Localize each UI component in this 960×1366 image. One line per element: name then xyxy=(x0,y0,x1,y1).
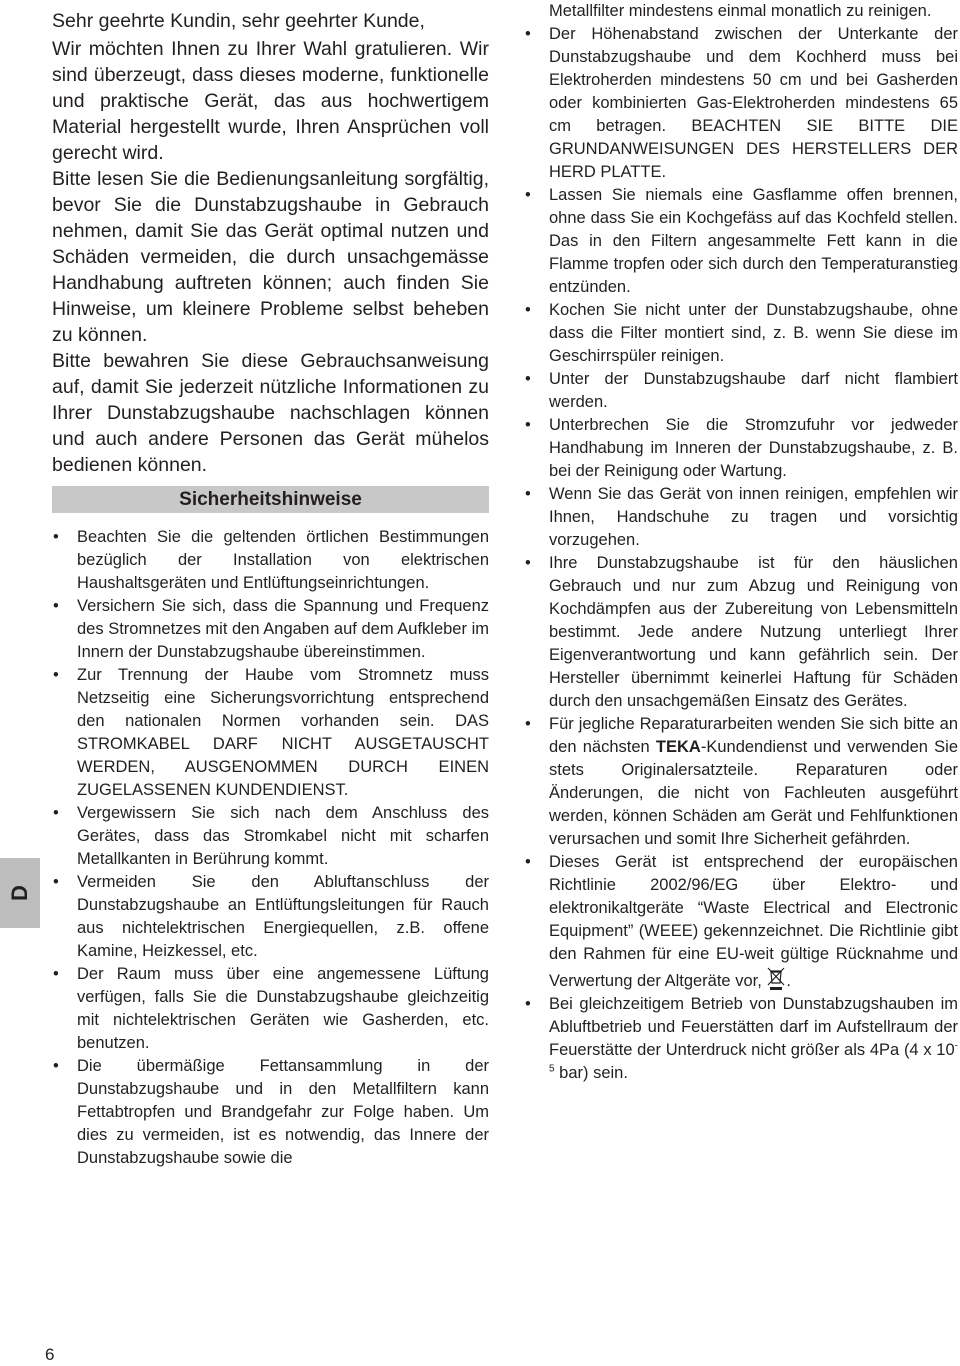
list-item: • Beachten Sie die geltenden örtlichen Bestimmungen bezüglich der Installation von elektrischen Haushaltsgeräten und Entlüftungseinrichtungen. xyxy=(52,526,489,595)
list-item: • Lassen Sie niemals eine Gasflamme offen brennen, ohne dass Sie ein Kochgefäss auf das Kochfeld stellen. Das in den Filtern angesammelte Fett kann in die Flamme tropfen oder sich durch den Temperaturanstieg entzünden. xyxy=(524,184,958,299)
page-number: 6 xyxy=(45,1345,55,1364)
exponent: -5 xyxy=(549,1040,958,1075)
list-item: • Unter der Dunstabzugshaube darf nicht flambiert werden. xyxy=(524,368,958,414)
safety-list-left xyxy=(52,526,489,1170)
repair-text-start: Für jegliche Reparaturarbeiten wenden Sie sich bitte an den nächsten xyxy=(549,715,958,756)
language-tab xyxy=(0,858,40,928)
list-item: • Ihre Dunstabzugshaube ist für den häuslichen Gebrauch und nur zum Abzug und Reinigung von Kochdämpfen aus der Zubereitung von Lebensmitteln bestimmt. Jede andere Nutzung unterliegt Ihrer Eigenverantwortung und kann gefährlich sein. Der Hersteller übernimmt keinerlei Haftung für Schäden durch den unsachgemäßen Einsatz des Gerätes. xyxy=(524,552,958,713)
list-item: • Versichern Sie sich, dass die Spannung und Frequenz des Stromnetzes mit den Angaben auf dem Aufkleber im Innern der Dunstabzugshaube übereinstimmen. xyxy=(52,595,489,664)
crossed-out-bin-icon xyxy=(766,966,786,990)
section-heading: Sicherheitshinweise xyxy=(52,486,489,513)
pressure-text: Bei gleichzeitigem Betrieb von Dunstabzugshauben im Abluftbetrieb und Feuerstätten darf im Aufstellraum der Feuerstätte der Unterdruck nicht größer als 4Pa (4 x 10 xyxy=(549,995,958,1059)
list-item: • Die übermäßige Fettansammlung in der Dunstabzugshaube und in den Metallfiltern kann Fettabtropfen und Brandgefahr zur Folge haben. Um dies zu vermeiden, ist es notwendig, das Innere der Dunstabzugshaube sowie die xyxy=(52,1055,489,1170)
intro-paragraph: Bitte bewahren Sie diese Gebrauchsanweisung auf, damit Sie jederzeit nützliche Informationen zu Ihrer Dunstabzugshaube nachschlagen können und auch andere Personen das Gerät mühelos bedienen können. xyxy=(52,350,489,476)
list-item-weee: • Dieses Gerät ist entsprechend der europäischen Richtlinie 2002/96/EG über Elektro- und elektronikaltgeräte “Waste Electrical and Electronic Equipment” (WEEE) gekennzeichnet. Die Richtlinie gibt den Rahmen für eine EU-weit gültige Rücknahme und Verwertung der Altgeräte vor, . xyxy=(524,851,958,993)
list-item: • Zur Trennung der Haube vom Stromnetz muss Netzseitig eine Sicherungsvorrichtung entsprechend den nationalen Normen vorhanden sein. DAS STROMKABEL DARF NICHT AUSGETAUSCHT WERDEN, AUSGENOMMEN DURCH EINEN ZUGELASSENEN KUNDENDIENST. xyxy=(52,664,489,802)
list-item: • Vergewissern Sie sich nach dem Anschluss des Gerätes, dass das Stromkabel nicht mit scharfen Metallkanten in Berührung kommt. xyxy=(52,802,489,871)
pressure-suffix: bar) sein. xyxy=(554,1064,628,1082)
right-column xyxy=(524,0,958,1085)
repair-text-end: -Kundendienst und verwenden Sie stets Originalersatzteile. Reparaturen oder Änderungen, die nicht von Fachleuten ausgeführt werden, können Schäden am Gerät und Fehlfunktionen verursachen und somit Ihre Sicherheit gefährden. xyxy=(549,738,958,848)
greeting: Sehr geehrte Kundin, sehr geehrter Kunde, xyxy=(52,10,425,32)
list-item: • Wenn Sie das Gerät von innen reinigen, empfehlen wir Ihnen, Handschuhe zu tragen und vorsichtig vorzugehen. xyxy=(524,483,958,552)
list-item-pressure xyxy=(524,993,958,1085)
safety-list-right xyxy=(524,23,958,1085)
list-item: • Der Höhenabstand zwischen der Unterkante der Dunstabzugshaube und dem Kochherd muss bei Elektroherden mindestens 50 cm und bei Gasherden oder kombinierten Gas-Elektroherden mindestens 65 cm betragen. BEACHTEN SIE BITTE DIE GRUNDANWEISUNGEN DES HERSTELLERS DER HERD PLATTE. xyxy=(524,23,958,184)
weee-text: Dieses Gerät ist entsprechend der europäischen Richtlinie 2002/96/EG über Elektro- und elektronikaltgeräte “Waste Electrical and Electronic Equipment” (WEEE) gekennzeichnet. Die Richtlinie gibt den Rahmen für eine EU-weit gültige Rücknahme und Verwertung der Altgeräte vor, xyxy=(549,853,958,990)
left-column xyxy=(52,8,489,1170)
list-item: • Vermeiden Sie den Abluftanschluss der Dunstabzugshaube an Entlüftungsleitungen für Rauch aus nichtelektrischen Energiequellen, z.B. offene Kamine, Heizkessel, etc. xyxy=(52,871,489,963)
continued-text: Metallfilter mindestens einmal monatlich zu reinigen. xyxy=(549,2,932,20)
intro-paragraph: Wir möchten Ihnen zu Ihrer Wahl gratulieren. Wir sind überzeugt, dass dieses moderne, funktionelle und praktische Gerät, das aus hochwertigem Material hergestellt wurde, Ihren Ansprüchen voll gerecht wird. xyxy=(52,38,489,164)
language-tab-label: D xyxy=(6,885,32,901)
list-item: • Der Raum muss über eine angemessene Lüftung verfügen, falls Sie die Dunstabzugshaube gleichzeitig mit nichtelektrischen Geräten wie Gasherden, etc. benutzen. xyxy=(52,963,489,1055)
list-item: • Kochen Sie nicht unter der Dunstabzugshaube, ohne dass die Filter montiert sind, z. B. wenn Sie diese im Geschirrspüler reinigen. xyxy=(524,299,958,368)
list-item: • Unterbrechen Sie die Stromzufuhr vor jedweder Handhabung im Inneren der Dunstabzugshaube, z. B. bei der Reinigung oder Wartung. xyxy=(524,414,958,483)
introduction xyxy=(52,8,489,478)
intro-paragraph: Bitte lesen Sie die Bedienungsanleitung sorgfältig, bevor Sie die Dunstabzugshaube in Gebrauch nehmen, damit Sie das Gerät optimal nutzen und Schäden vermeiden, die durch unsachgemässe Handhabung auftreten können; auch finden Sie Hinweise, um kleinere Probleme selbst beheben zu können. xyxy=(52,168,489,346)
list-item-repair xyxy=(524,713,958,851)
brand-name: TEKA xyxy=(655,738,701,756)
